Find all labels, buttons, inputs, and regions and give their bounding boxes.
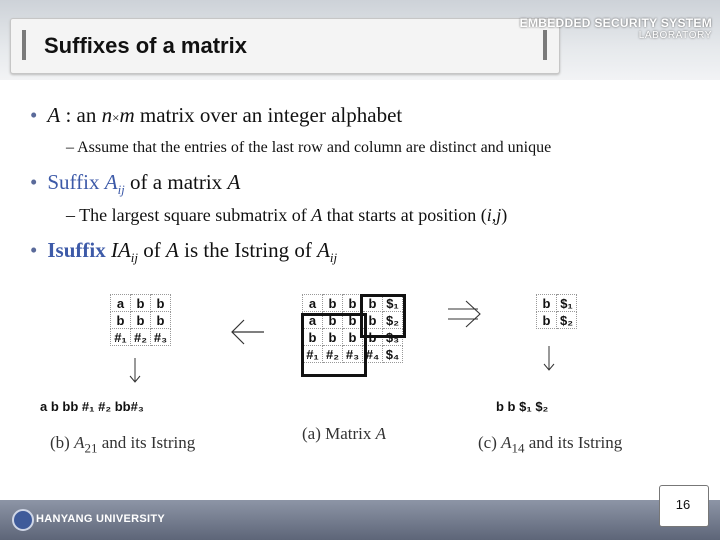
bullet-matrix-definition: • A : an n×m matrix over an integer alphabet xyxy=(30,103,403,127)
slide-title: Suffixes of a matrix xyxy=(44,33,247,58)
caption-b: (b) $A_{21}$ and its Istring xyxy=(50,433,196,456)
bullet-suffix: • Suffix $A_{ij}$ of a matrix A xyxy=(30,170,241,198)
caption-c: (c) $A_{14}$ and its Istring xyxy=(478,433,623,456)
matrix-a14: b $₁ b $₂ xyxy=(536,294,577,329)
matrix-a21: a b b b b b #₁ #₂ #₃ xyxy=(110,294,171,346)
left-arrow-icon xyxy=(228,316,266,348)
subbullet-assumption: – Assume that the entries of the last row and column are distinct and unique xyxy=(66,139,552,156)
istring-a14: b b $₁ $₂ xyxy=(496,399,549,414)
lab-name-line2: LABORATORY xyxy=(638,30,712,41)
down-arrow-icon xyxy=(542,346,556,372)
subbullet-largest-square: – The largest square submatrix of A that starts at position (i,j) xyxy=(66,205,508,225)
title-accent-left xyxy=(22,30,26,60)
istring-a21: a b bb #₁ #₂ bb#₃ xyxy=(40,399,144,414)
implies-arrow-icon xyxy=(446,298,484,330)
caption-a: (a) Matrix A xyxy=(302,424,387,443)
title-accent-right xyxy=(543,30,547,60)
university-seal-icon xyxy=(12,509,34,531)
bullet-isuffix: • Isuffix $IA_{ij}$ of A is the Istring of $A_{ij}$ xyxy=(30,238,338,266)
submatrix-a21-highlight xyxy=(301,313,367,377)
submatrix-a14-highlight xyxy=(360,294,406,338)
page-number: 16 xyxy=(675,497,691,512)
lab-name-line1: EMBEDDED SECURITY SYSTEM xyxy=(519,16,712,30)
university-name: HANYANG UNIVERSITY xyxy=(36,513,166,525)
esslab-watermark-logo xyxy=(640,60,720,500)
down-arrow-icon xyxy=(128,358,142,384)
matrix-a: a b b b $₁ a b b b $₂ b b b b $₃ #₁ #₂ #₃ #₄ $₄ xyxy=(302,294,403,363)
